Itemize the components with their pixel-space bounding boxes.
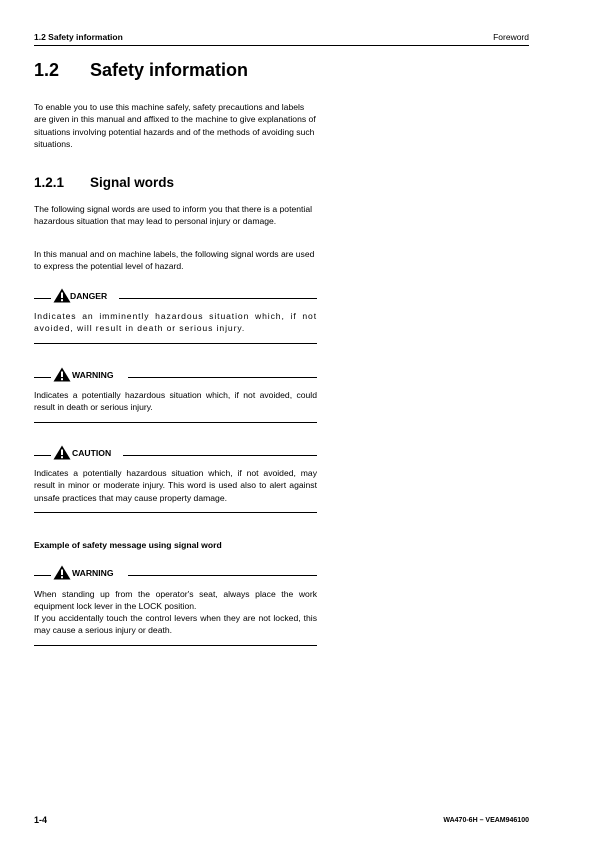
subsection-number: 1.2.1 <box>34 175 65 190</box>
caution-description: Indicates a potentially hazardous situation which, if not avoided, may result in minor or moderate injury. This word is used also to alert against unsafe practices that may cause property damage. <box>34 468 317 503</box>
signal-bar-lead-line <box>34 455 51 456</box>
warning-signal-bar <box>34 367 317 383</box>
example-message-line-2: If you accidentally touch the control levers when they are not locked, this may cause a serious injury or death. <box>34 613 317 636</box>
signal-words-paragraph-2: In this manual and on machine labels, the following signal words are used to express the potential level of hazard. <box>34 249 315 272</box>
danger-description: Indicates an imminently hazardous situation which, if not avoided, will result in death or serious injury. <box>34 311 317 334</box>
intro-paragraph: To enable you to use this machine safely, safety precautions and labels are given in this manual and affixed to the machine to give explanations of situations involving potential hazards and of the methods of avoiding such situations. <box>34 102 316 149</box>
page-number: 1-4 <box>34 815 48 825</box>
example-warning-signal-bar <box>34 565 317 581</box>
signal-bar-trail-line <box>119 298 317 299</box>
running-header-chapter: Foreword <box>493 32 529 42</box>
signal-bar-trail-line <box>128 575 317 576</box>
subsection-title: Signal words <box>90 175 175 190</box>
warning-description: Indicates a potentially hazardous situation which, if not avoided, could result in death or serious injury. <box>34 390 317 413</box>
example-heading: Example of safety message using signal word <box>34 540 222 550</box>
signal-words-paragraph-1: The following signal words are used to inform you that there is a potential hazardous situation that may lead to personal injury or damage. <box>34 204 313 227</box>
warning-triangle-icon <box>53 288 71 303</box>
example-end-rule <box>34 645 317 646</box>
section-title: Safety information <box>90 60 249 80</box>
danger-signal-word: DANGER <box>70 291 108 301</box>
caution-end-rule <box>34 512 317 513</box>
section-heading <box>34 60 248 81</box>
warning-end-rule <box>34 422 317 423</box>
warning-signal-word: WARNING <box>72 370 114 380</box>
header-rule <box>34 45 529 46</box>
example-warning-signal-word: WARNING <box>72 568 114 578</box>
warning-triangle-icon <box>53 445 71 460</box>
example-message-line-1: When standing up from the operator's seat, always place the work equipment lock lever in the LOCK position. <box>34 589 317 612</box>
warning-triangle-icon <box>53 565 71 580</box>
subsection-heading <box>34 175 174 190</box>
section-number: 1.2 <box>34 60 60 80</box>
signal-bar-trail-line <box>128 377 317 378</box>
danger-end-rule <box>34 343 317 344</box>
signal-bar-lead-line <box>34 575 51 576</box>
signal-bar-trail-line <box>123 455 317 456</box>
signal-bar-lead-line <box>34 377 51 378</box>
caution-signal-word: CAUTION <box>72 448 112 458</box>
caution-signal-bar <box>34 445 317 461</box>
document-id: WA470-6H – VEAM946100 <box>443 817 529 824</box>
warning-triangle-icon <box>53 367 71 382</box>
danger-signal-bar <box>34 288 317 304</box>
signal-bar-lead-line <box>34 298 51 299</box>
running-header-section: 1.2 Safety information <box>34 32 123 42</box>
